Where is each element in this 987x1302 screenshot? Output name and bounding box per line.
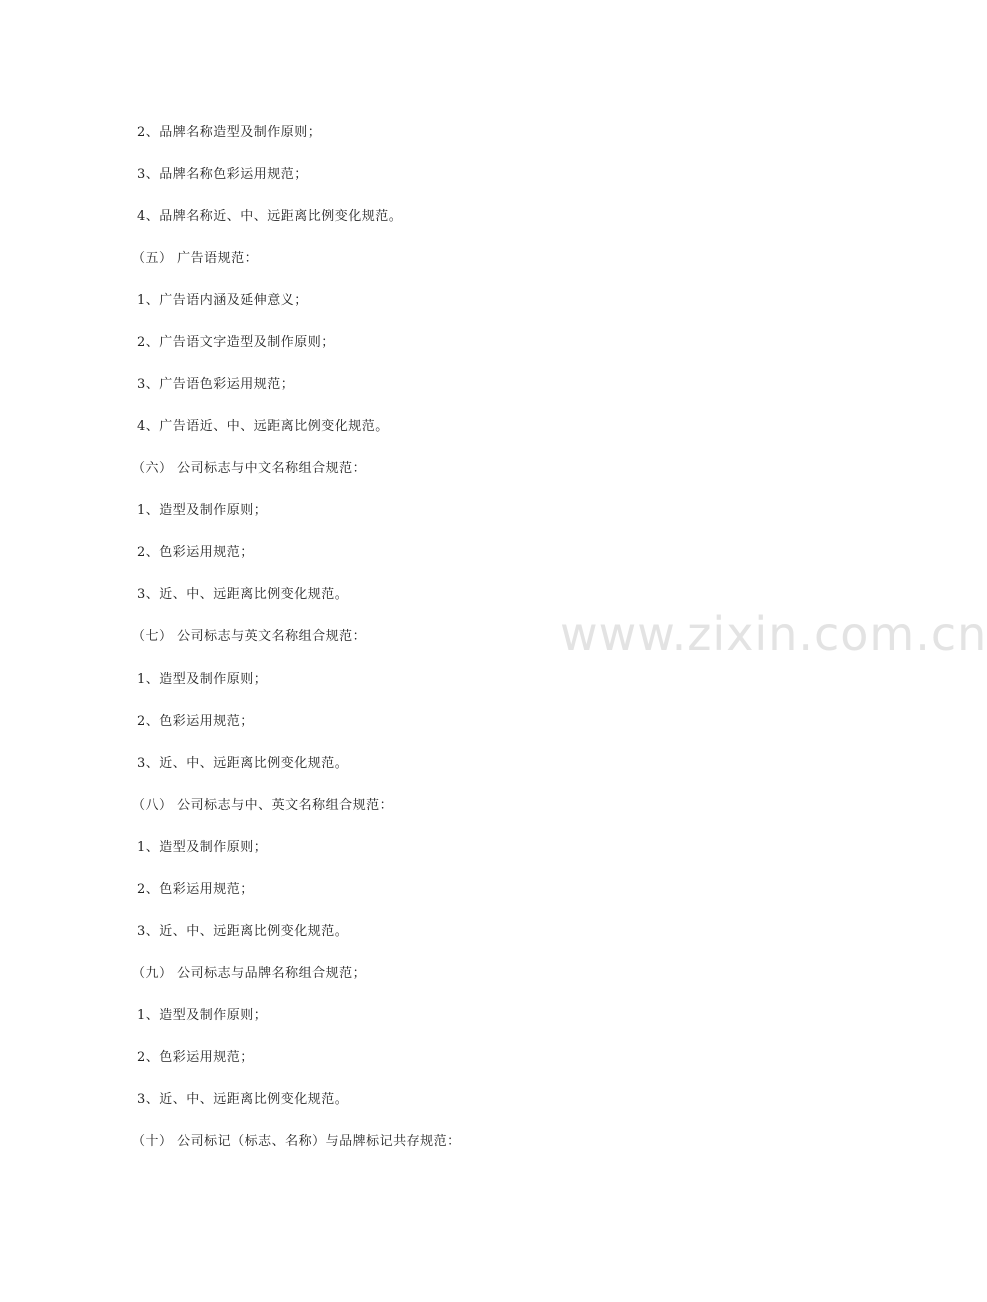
list-item: 2、色彩运用规范； (137, 545, 254, 560)
list-item: 2、广告语文字造型及制作原则； (137, 335, 335, 350)
list-item: 3、近、中、远距离比例变化规范。 (137, 924, 349, 939)
list-item: 1、造型及制作原则； (137, 672, 268, 687)
section-heading: （五） 广告语规范： (132, 251, 259, 266)
list-item: 2、色彩运用规范； (137, 1050, 254, 1065)
section-heading: （七） 公司标志与英文名称组合规范： (132, 629, 367, 644)
list-item: 2、色彩运用规范； (137, 714, 254, 729)
list-item: 3、近、中、远距离比例变化规范。 (137, 587, 349, 602)
list-item: 3、广告语色彩运用规范； (137, 377, 295, 392)
list-item: 3、近、中、远距离比例变化规范。 (137, 756, 349, 771)
section-heading: （九） 公司标志与品牌名称组合规范； (132, 966, 367, 981)
list-item: 3、近、中、远距离比例变化规范。 (137, 1092, 349, 1107)
watermark: www.zixin.com.cn (560, 607, 987, 661)
list-item: 2、色彩运用规范； (137, 882, 254, 897)
section-heading: （六） 公司标志与中文名称组合规范： (132, 461, 367, 476)
section-heading: （八） 公司标志与中、英文名称组合规范： (132, 798, 394, 813)
list-item: 1、造型及制作原则； (137, 503, 268, 518)
list-item: 4、广告语近、中、远距离比例变化规范。 (137, 419, 389, 434)
list-item: 1、广告语内涵及延伸意义； (137, 293, 308, 308)
list-item: 2、品牌名称造型及制作原则； (137, 125, 322, 140)
list-item: 1、造型及制作原则； (137, 840, 268, 855)
list-item: 1、造型及制作原则； (137, 1008, 268, 1023)
section-heading: （十） 公司标记（标志、名称）与品牌标记共存规范： (132, 1134, 461, 1149)
list-item: 3、品牌名称色彩运用规范； (137, 167, 308, 182)
list-item: 4、品牌名称近、中、远距离比例变化规范。 (137, 209, 403, 224)
